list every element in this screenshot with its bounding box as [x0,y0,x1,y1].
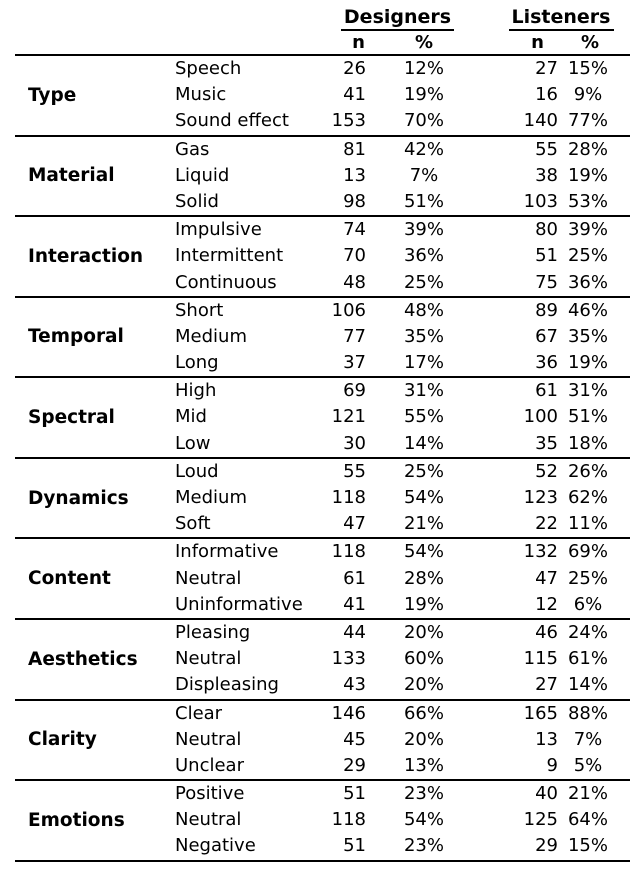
subcategory-label: Uninformative [175,593,303,615]
subcategory-label: Positive [175,783,245,805]
subcategory-label: Negative [175,835,256,857]
listeners-pct-value: 51% [567,406,608,428]
category-group-material [15,135,630,216]
designers-n-value: 48 [343,271,366,293]
subcategory-label: Displeasing [175,674,279,696]
listeners-n-value: 165 [523,702,558,724]
subcategory-label: Clear [175,702,223,724]
designers-n-value: 30 [343,432,366,454]
subcategory-label: Impulsive [175,219,262,241]
designers-pct-value: 20% [403,621,444,643]
listeners-pct-value: 9% [573,84,603,106]
subcategory-label: Medium [175,325,247,347]
subcategory-label: Continuous [175,271,277,293]
listeners-n-value: 13 [535,728,558,750]
listeners-n-value: 132 [523,541,558,563]
subcategory-label: Neutral [175,809,242,831]
designers-n-value: 153 [331,110,366,132]
listeners-pct-value: 15% [567,835,608,857]
listeners-pct-value: 36% [567,271,608,293]
subcategory-label: Intermittent [175,245,284,267]
subcategory-label: Unclear [175,754,244,776]
subcategory-label: Loud [175,460,219,482]
designers-n-value: 106 [331,299,366,321]
designers-n-value: 41 [343,593,366,615]
designers-n-value: 146 [331,702,366,724]
designers-pct-value: 13% [403,754,444,776]
category-label: Type [28,84,77,106]
listeners-n-value: 140 [523,110,558,132]
listeners-pct-value: 69% [567,541,608,563]
subcategory-label: Informative [175,541,279,563]
listeners-n-value: 27 [535,674,558,696]
subcategory-label: Music [175,84,227,106]
designers-n-value: 133 [331,648,366,670]
listeners-pct-value: 53% [567,190,608,212]
designers-pct-value: 55% [403,406,444,428]
designers-pct-value: 7% [409,164,439,186]
subcategory-label: Sound effect [175,110,289,132]
category-group-type [15,54,630,135]
designers-n-value: 37 [343,352,366,374]
listeners-n-value: 38 [535,164,558,186]
listeners-n-value: 100 [523,406,558,428]
listeners-pct-value: 64% [567,809,608,831]
designers-pct-value: 54% [403,809,444,831]
designers-pct-value: 25% [403,271,444,293]
listeners-n-value: 40 [535,783,558,805]
listeners-pct-value: 6% [573,593,603,615]
category-group-content [15,537,630,618]
listeners-n-value: 16 [535,84,558,106]
table-bottom-rule [15,860,630,862]
listeners-n-value: 29 [535,835,558,857]
listeners-n-value: 123 [523,487,558,508]
listeners-n-value: 22 [535,513,558,535]
designers-n-header: n [352,32,365,53]
listeners-header-label: Listeners [509,6,614,31]
column-group-header-row [15,3,630,31]
designers-header-label: Designers [341,6,454,31]
designers-n-value: 45 [343,728,366,750]
listeners-pct-value: 88% [567,702,608,724]
table-body [15,54,630,860]
listeners-n-value: 67 [535,325,558,347]
category-group-dynamics [15,457,630,538]
listeners-n-value: 27 [535,58,558,79]
listeners-pct-value: 25% [567,245,608,267]
listeners-pct-value: 35% [567,325,608,347]
category-group-interaction [15,215,630,296]
listeners-pct-value: 26% [567,460,608,482]
designers-pct-value: 19% [403,593,444,615]
listeners-pct-value: 21% [567,783,608,805]
listeners-n-value: 9 [546,754,558,776]
designers-n-value: 41 [343,84,366,106]
listeners-pct-value: 18% [567,432,608,454]
listeners-pct-value: 19% [567,352,608,374]
listeners-pct-value: 24% [567,621,608,643]
subcategory-label: Neutral [175,567,242,589]
designers-pct-value: 48% [403,299,444,321]
designers-pct-value: 39% [403,219,444,241]
category-group-clarity [15,699,630,780]
designers-pct-header: % [414,32,434,53]
designers-pct-value: 31% [403,380,444,402]
listeners-n-value: 51 [535,245,558,267]
listeners-pct-value: 19% [567,164,608,186]
listeners-n-value: 12 [535,593,558,615]
designers-pct-value: 21% [403,513,444,535]
designers-n-value: 47 [343,513,366,535]
designers-pct-value: 23% [403,835,444,857]
designers-pct-value: 23% [403,783,444,805]
listeners-pct-value: 31% [567,380,608,402]
sub-header-row [15,31,630,54]
designers-n-value: 121 [331,406,366,428]
listeners-pct-value: 28% [567,138,608,160]
listeners-n-value: 80 [535,219,558,241]
designers-pct-value: 28% [403,567,444,589]
designers-n-value: 44 [343,621,366,643]
designers-pct-value: 35% [403,325,444,347]
designers-pct-value: 36% [403,245,444,267]
designers-n-value: 81 [343,138,366,160]
category-group-aesthetics [15,618,630,699]
designers-n-value: 70 [343,245,366,267]
category-label: Emotions [28,809,125,831]
designers-pct-value: 51% [403,190,444,212]
listeners-n-header: n [531,32,544,53]
listeners-pct-value: 46% [567,299,608,321]
category-label: Interaction [28,245,144,267]
designers-pct-value: 20% [403,728,444,750]
designers-n-value: 77 [343,325,366,347]
designers-n-value: 51 [343,783,366,805]
subcategory-label: Neutral [175,728,242,750]
listeners-pct-value: 39% [567,219,608,241]
subcategory-label: Mid [175,406,207,428]
designers-pct-value: 25% [403,460,444,482]
listeners-pct-value: 77% [567,110,608,132]
category-label: Dynamics [28,487,129,509]
subcategory-label: Low [175,432,211,454]
category-label: Clarity [28,729,97,751]
designers-pct-value: 66% [403,702,444,724]
listeners-pct-value: 15% [567,58,608,79]
designers-pct-value: 54% [403,487,444,508]
designers-n-value: 43 [343,674,366,696]
subcategory-label: Short [175,299,224,321]
listeners-pct-value: 62% [567,487,608,508]
designers-pct-value: 60% [403,648,444,670]
designers-pct-value: 19% [403,84,444,106]
subcategory-label: Neutral [175,648,242,670]
listeners-pct-value: 14% [567,674,608,696]
listeners-n-value: 52 [535,460,558,482]
designers-n-value: 55 [343,460,366,482]
listeners-n-value: 75 [535,271,558,293]
designers-n-value: 118 [331,541,366,563]
designers-pct-value: 70% [403,110,444,132]
category-label: Temporal [28,326,124,348]
listeners-n-value: 35 [535,432,558,454]
listeners-n-value: 47 [535,567,558,589]
designers-pct-value: 14% [403,432,444,454]
designers-n-value: 98 [343,190,366,212]
designers-pct-value: 42% [403,138,444,160]
subcategory-label: Speech [175,58,242,79]
listeners-pct-value: 11% [567,513,608,535]
designers-n-value: 74 [343,219,366,241]
category-label: Spectral [28,407,115,429]
designers-n-value: 118 [331,487,366,508]
listeners-n-value: 115 [523,648,558,670]
subcategory-label: Medium [175,487,247,508]
designers-pct-value: 20% [403,674,444,696]
statistics-table [15,0,630,862]
listeners-pct-value: 7% [573,728,603,750]
subcategory-label: Gas [175,138,210,160]
listeners-pct-header: % [580,32,600,53]
listeners-pct-value: 61% [567,648,608,670]
designers-pct-value: 54% [403,541,444,563]
subcategory-label: Solid [175,190,219,212]
designers-n-value: 69 [343,380,366,402]
category-group-temporal [15,296,630,377]
designers-n-value: 29 [343,754,366,776]
category-label: Aesthetics [28,648,138,670]
listeners-n-value: 61 [535,380,558,402]
subcategory-label: Liquid [175,164,230,186]
category-label: Content [28,568,111,590]
designers-n-value: 61 [343,567,366,589]
column-group-listeners [470,6,630,31]
designers-n-value: 13 [343,164,366,186]
listeners-n-value: 89 [535,299,558,321]
designers-n-value: 26 [343,58,366,79]
subcategory-label: High [175,380,217,402]
designers-n-value: 51 [343,835,366,857]
listeners-n-value: 125 [523,809,558,831]
column-group-designers [325,6,470,31]
subcategory-label: Pleasing [175,621,251,643]
subcategory-label: Soft [175,513,211,535]
category-label: Material [28,165,115,187]
designers-pct-value: 17% [403,352,444,374]
listeners-n-value: 55 [535,138,558,160]
designers-n-value: 118 [331,809,366,831]
listeners-pct-value: 25% [567,567,608,589]
category-group-spectral [15,376,630,457]
listeners-pct-value: 5% [573,754,603,776]
subcategory-label: Long [175,352,219,374]
category-group-emotions [15,779,630,860]
designers-pct-value: 12% [403,58,444,79]
listeners-n-value: 46 [535,621,558,643]
listeners-n-value: 36 [535,352,558,374]
listeners-n-value: 103 [523,190,558,212]
